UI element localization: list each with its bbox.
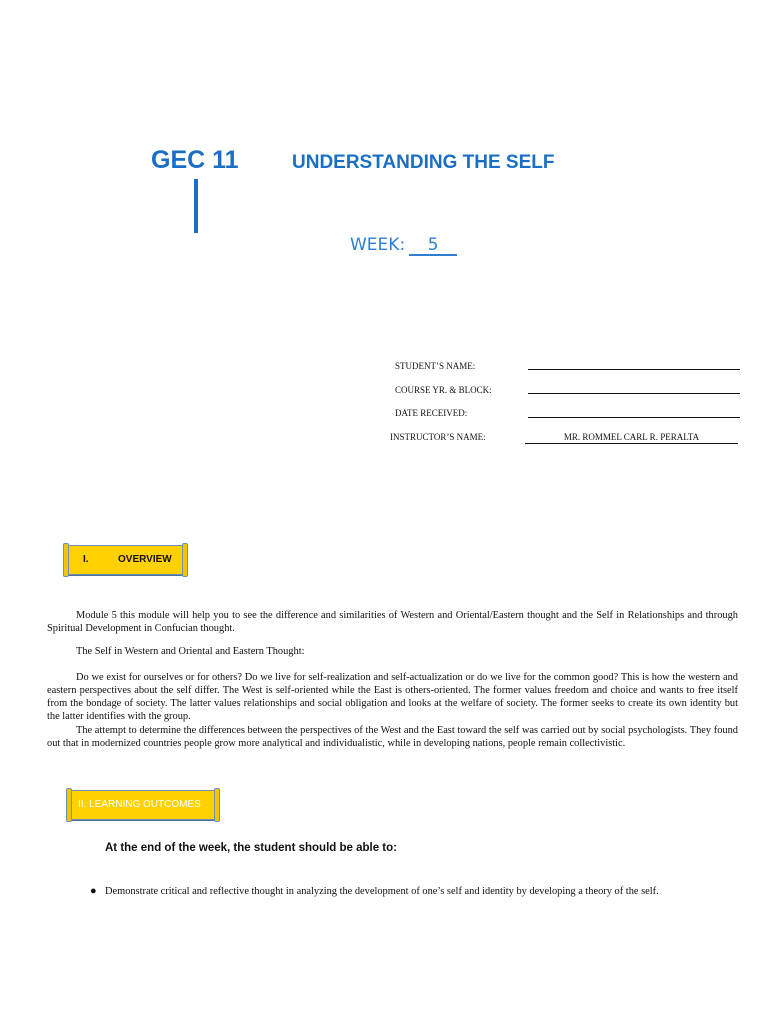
header-divider [194,179,198,233]
instructor-name-value: MR. ROMMEL CARL R. PERALTA [525,432,738,444]
learning-outcomes-banner [69,790,217,820]
overview-paragraph: Module 5 this module will help you to see the difference and similarities of Western and Oriental/Eastern thought and the Self in Relationships and through Spiritual Development in Confucian thought. [47,610,738,634]
week-number: 5 [409,236,457,256]
overview-heading: OVERVIEW [118,554,172,565]
course-yr-block-field[interactable] [528,393,740,394]
course-yr-block-label: COURSE YR. & BLOCK: [395,385,492,395]
date-received-field[interactable] [528,417,740,418]
overview-subheading: The Self in Western and Oriental and Eastern Thought: [76,646,305,657]
learning-outcomes-lead: At the end of the week, the student should be able to: [105,842,397,854]
overview-paragraph: Do we exist for ourselves or for others? Do we live for self-realization and self-actualization or do we live for the common good? This is how the western and eastern perspectives about the self differ. The West is self-oriented while the East is others-oriented. The former values freedom and choice and wants to free itself from the bondage of society. The latter values relationships and social obligation and looks at the welfare of society. The former seeks to create its own identity but the latter identifies with the group. [47,672,738,722]
learning-outcome-item: Demonstrate critical and reflective thought in analyzing the development of one’s self and identity by developing a theory of the self. [105,886,659,897]
bullet-icon: ● [90,885,97,897]
date-received-label: DATE RECEIVED: [395,408,468,418]
week-indicator [350,235,457,256]
instructor-name-label: INSTRUCTOR’S NAME: [390,432,486,442]
week-label: WEEK: [350,235,406,255]
overview-banner [66,545,185,575]
course-title: UNDERSTANDING THE SELF [292,152,555,173]
course-code: GEC 11 [151,146,239,174]
overview-paragraph: The attempt to determine the differences between the perspectives of the West and the East toward the self was carried out by social psychologists. They found out that in modernized countries people grow more analytical and individualistic, while in developing nations, people remain collectivistic. [47,725,738,749]
student-name-label: STUDENT’S NAME: [395,361,476,371]
student-name-field[interactable] [528,369,740,370]
learning-outcomes-heading: II. LEARNING OUTCOMES [78,799,201,810]
overview-number: I. [83,554,89,565]
